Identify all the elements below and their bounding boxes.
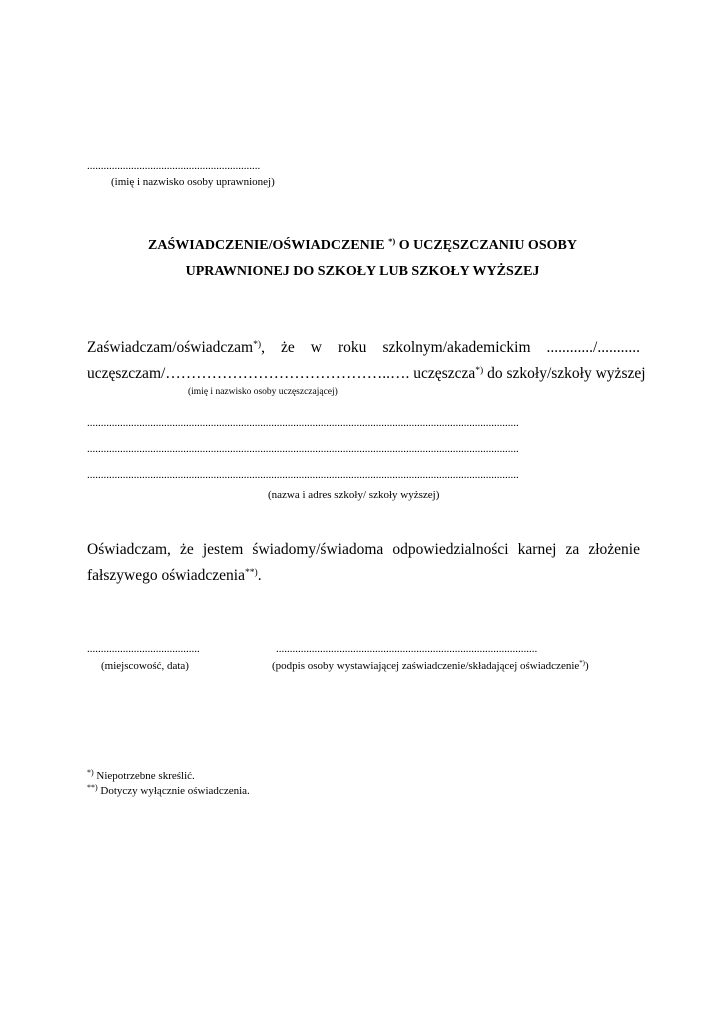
statement-line2-footnote-mark: *) (475, 364, 484, 376)
school-dots-line-3: ............................................................................................................................................................. (87, 469, 519, 481)
footnote-2-text: Dotyczy wyłącznie oświadczenia. (100, 785, 250, 797)
signature-dots: ............................................................................................... (276, 643, 538, 655)
footnote-1 (87, 770, 195, 782)
title-part-a: ZAŚWIADCZENIE/OŚWIADCZENIE (148, 238, 385, 253)
school-year-dots: ............/........... (546, 339, 640, 356)
declaration-word: karnej (517, 541, 557, 558)
place-date-caption: (miejscowość, data) (101, 660, 189, 672)
signature-footnote-mark: *) (579, 660, 585, 668)
document-title-line1 (0, 238, 725, 254)
title-footnote-mark: *) (388, 236, 396, 247)
footnote-1-text: Niepotrzebne skreślić. (96, 770, 195, 782)
statement-word: że (281, 339, 295, 356)
declaration-word: że (180, 541, 194, 558)
name-dots-line: ............................................................... (87, 160, 261, 172)
declaration-footnote-mark: **) (244, 566, 258, 578)
person-caption: (imię i nazwisko osoby uczęszczającej) (188, 387, 338, 397)
title-part-b: O UCZĘSZCZANIU OSOBY (398, 238, 577, 253)
declaration-word: jestem (202, 541, 244, 558)
statement-word: szkolnym/akademickim (382, 339, 531, 356)
statement-line2-a: uczęszczam/……………………………………..…. uczęszcza (87, 365, 476, 382)
declaration-line2: fałszywego oświadczenia**). (87, 566, 262, 584)
document-title-line2: UPRAWNIONEJ DO SZKOŁY LUB SZKOŁY WYŻSZEJ (185, 264, 540, 279)
footnote-2-mark: **) (87, 783, 98, 792)
place-date-dots: ......................................... (87, 643, 200, 655)
footnote-1-mark: *) (87, 768, 94, 777)
declaration-word: złożenie (588, 541, 640, 558)
statement-word: roku (338, 339, 367, 356)
name-caption: (imię i nazwisko osoby uprawnionej) (111, 176, 275, 188)
footnote-2 (87, 785, 250, 797)
statement-footnote-mark: *) (253, 338, 262, 350)
statement-line2 (87, 365, 646, 383)
declaration-word: odpowiedzialności (392, 541, 509, 558)
declaration-word: za (565, 541, 580, 558)
declaration-word: Oświadczam, (87, 541, 171, 558)
school-dots-line-2: ............................................................................................................................................................. (87, 443, 519, 455)
declaration-word: świadomy/świadoma (252, 541, 384, 558)
declaration-line1 (87, 541, 640, 559)
statement-line2-b: do szkoły/szkoły wyższej (487, 365, 646, 382)
signature-caption: (podpis osoby wystawiającej zaświadczenie/składającej oświadczenie*)) (272, 660, 589, 672)
school-dots-line-1: ............................................................................................................................................................. (87, 417, 519, 429)
statement-line1 (87, 339, 640, 357)
statement-word: w (310, 339, 322, 356)
school-caption: (nazwa i adres szkoły/ szkoły wyższej) (268, 489, 440, 501)
statement-word: Zaświadczam/oświadczam*), (87, 338, 265, 356)
